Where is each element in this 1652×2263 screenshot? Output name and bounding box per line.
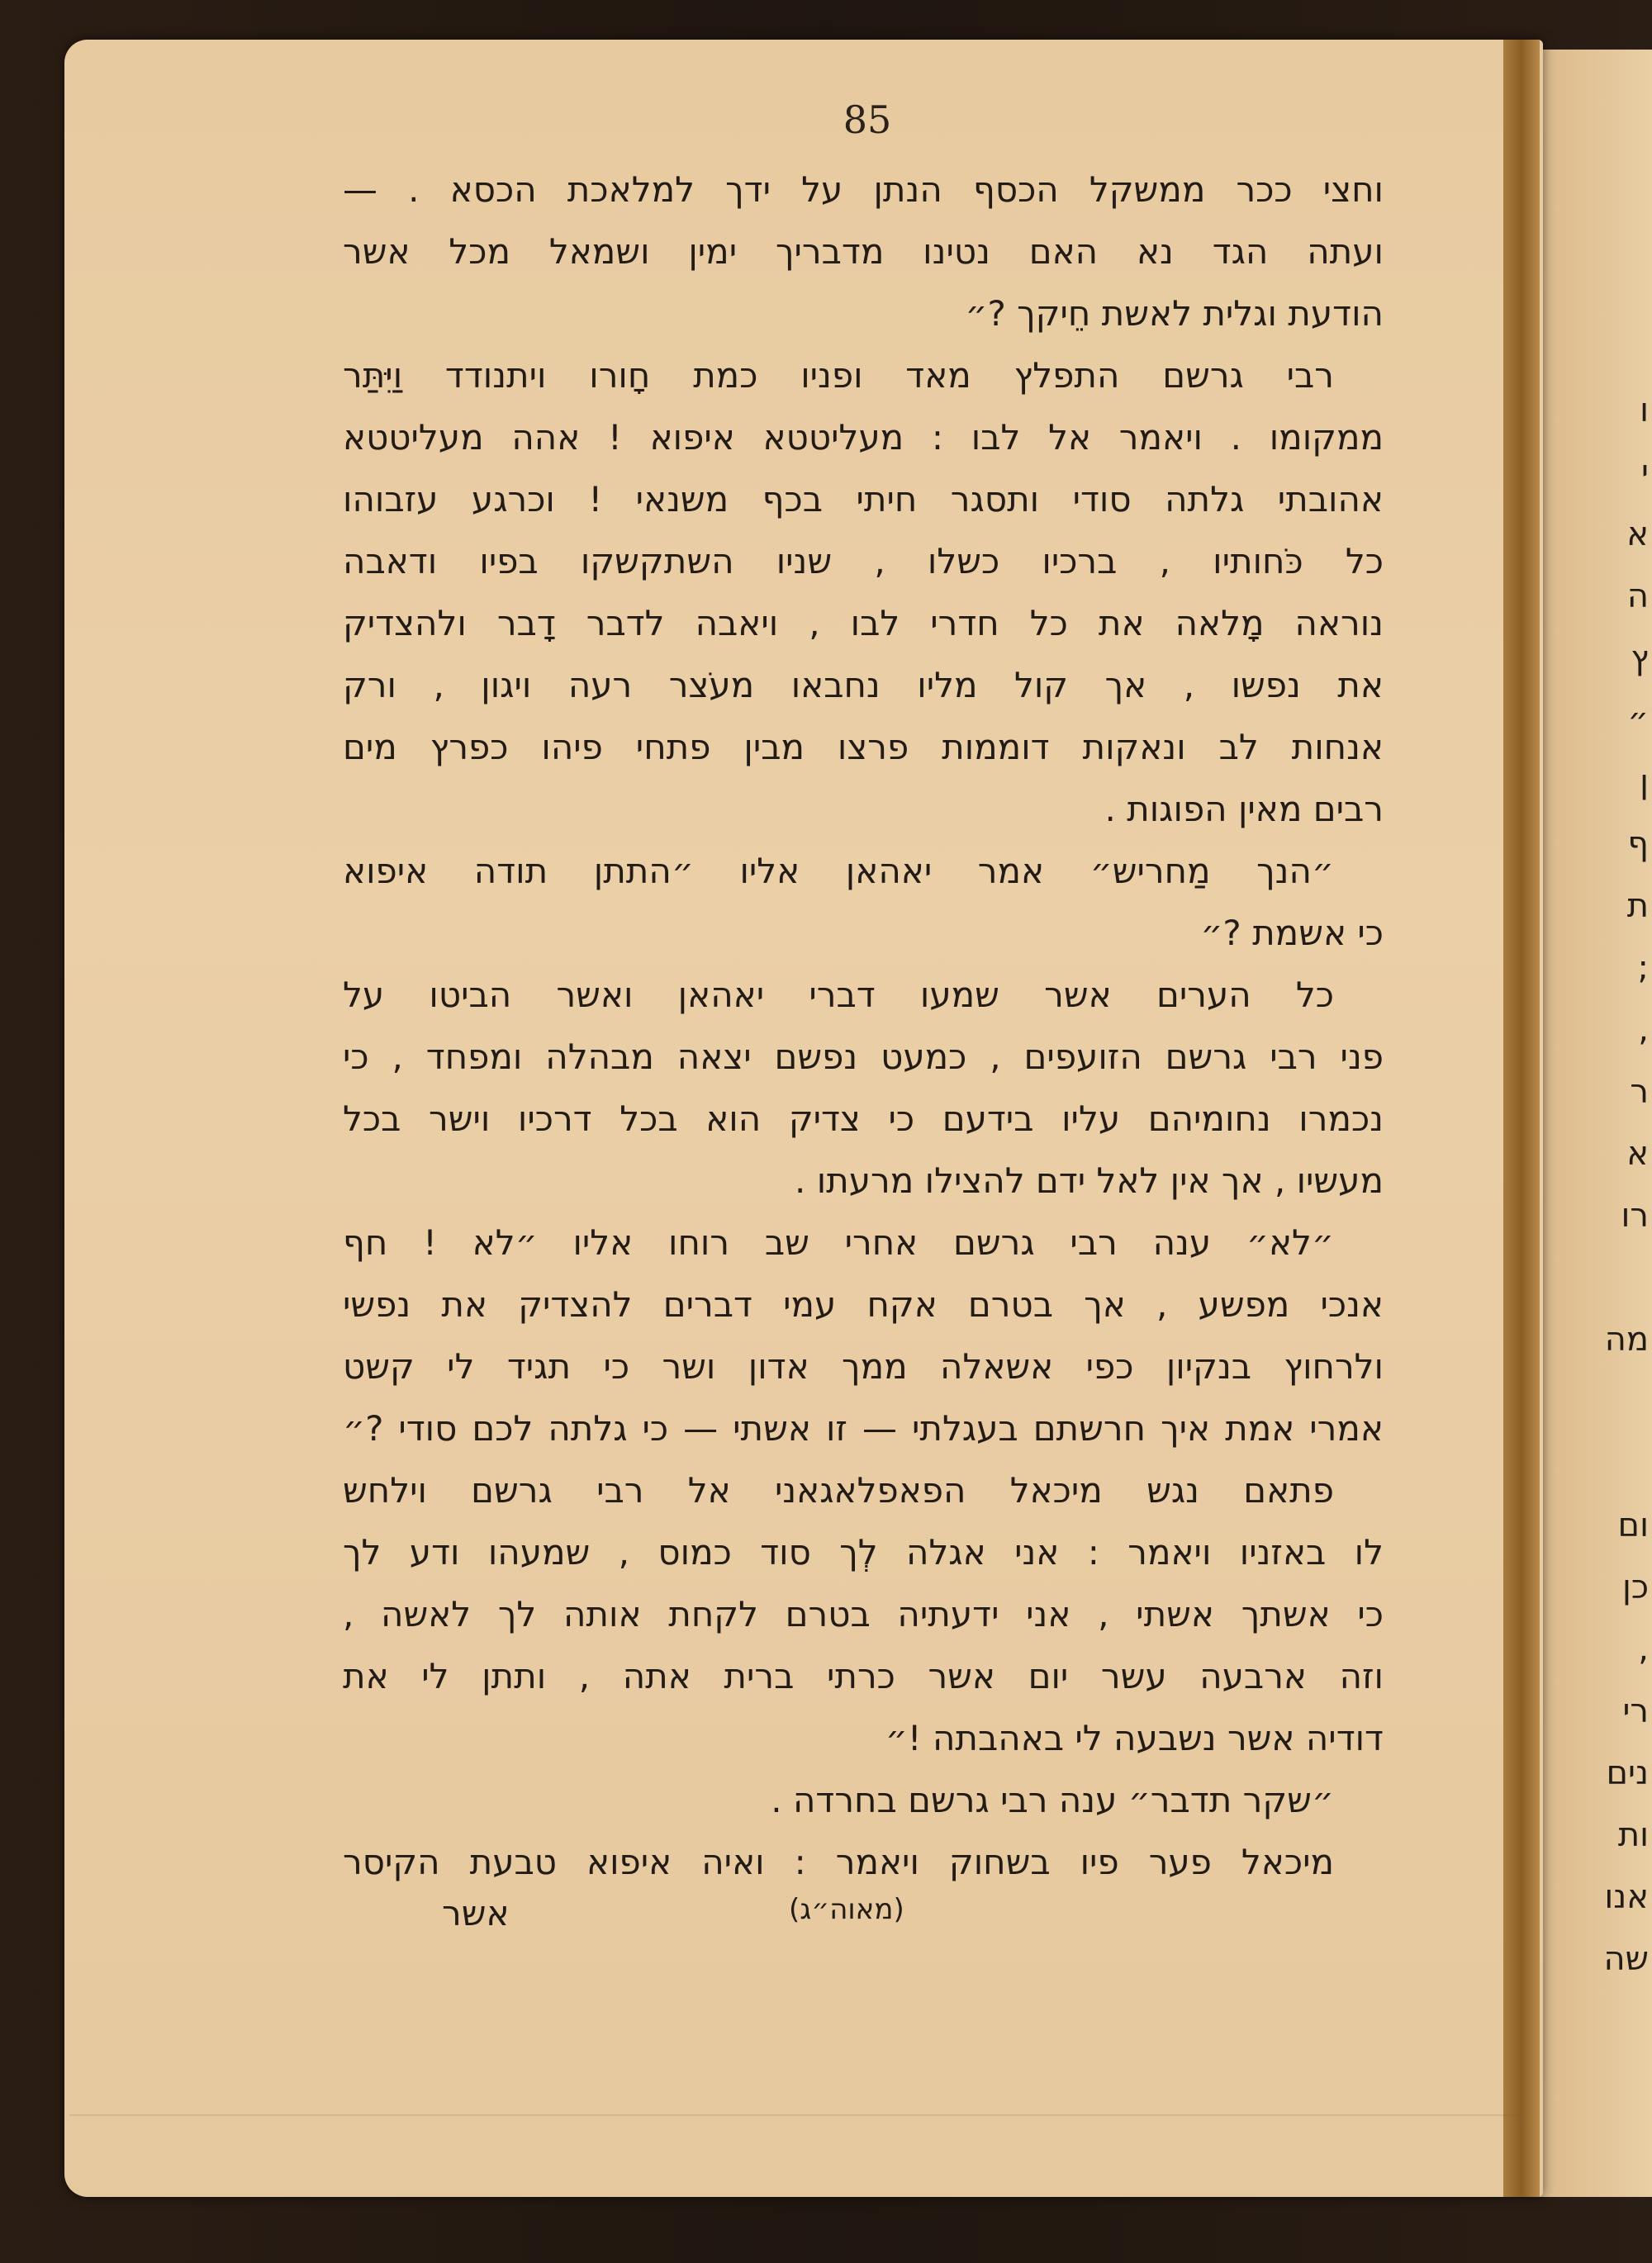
text-line: נוראה מָלאה את כל חדרי לבו , ויאבה לדבר דָבר ולהצדיק	[343, 603, 1384, 643]
facing-fragment: ,	[1638, 1011, 1649, 1049]
page-edge	[69, 2114, 1523, 2174]
facing-fragment: רי	[1622, 1692, 1649, 1730]
text-line: וחצי ככר ממשקל הכסף הנתן על ידך למלאכת הכסא . —	[343, 169, 1384, 210]
text-line: ועתה הגד נא האם נטינו מדבריך ימין ושמאל מכל אשר	[343, 231, 1384, 272]
text-line: אנכי מפשע , אך בטרם אקח עמי דברים להצדיק את נפשי	[343, 1284, 1384, 1325]
text-line: את נפשו , אך קול מליו נחבאו מעֹצר רעה ויגון , ורק	[343, 665, 1384, 705]
signature-mark: (מאוה״ג)	[789, 1893, 904, 1926]
facing-fragment: ר	[1630, 1073, 1649, 1111]
text-line: רבים מאין הפוגות .	[1104, 789, 1384, 829]
facing-fragment: ות	[1617, 1816, 1649, 1854]
text-line: כל הערים אשר שמעו דברי יאהאן ואשר הביטו על	[343, 975, 1334, 1015]
facing-fragment: ו	[1640, 391, 1649, 429]
facing-fragment: ף	[1627, 825, 1649, 863]
catchword: אשר	[442, 1893, 510, 1933]
facing-fragment: א	[1626, 515, 1649, 553]
text-line: כי אשתך אשתי , אני ידעתיה בטרם לקחת אותה לך לאשה ,	[343, 1594, 1384, 1634]
text-line: רבי גרשם התפלץ מאד ופניו כמת חָורו ויתנודד וַיִּתַּר	[343, 355, 1334, 396]
text-line: נכמרו נחומיהם עליו בידעם כי צדיק הוא בכל דרכיו וישר בכל	[343, 1098, 1384, 1139]
page-number: 85	[843, 97, 892, 142]
body-text	[343, 159, 1384, 1976]
text-line: מיכאל פער פיו בשחוק ויאמר : ואיה איפוא טבעת הקיסר	[343, 1842, 1334, 1882]
text-line: ״שקר תדבר״ ענה רבי גרשם בחרדה .	[771, 1780, 1334, 1820]
facing-fragment: א	[1626, 1135, 1649, 1173]
facing-fragment: ״	[1627, 701, 1649, 739]
text-line: אהובתי גלתה סודי ותסגר חיתי בכף משנאי ! וכרגע עזבוהו	[343, 479, 1384, 519]
facing-fragment: ,	[1638, 1630, 1649, 1668]
text-line: פתאם נגש מיכאל הפאפלאגאני אל רבי גרשם וילחש	[343, 1470, 1334, 1511]
facing-page-text	[1553, 380, 1652, 1990]
facing-fragment: נים	[1606, 1754, 1649, 1792]
book-gutter	[1503, 40, 1540, 2197]
text-line: אמרי אמת איך חרשתם בעגלתי — זו אשתי — כי גלתה לכם סודי ?״	[343, 1408, 1384, 1449]
facing-fragment: ;	[1637, 949, 1649, 987]
facing-fragment: ום	[1617, 1506, 1649, 1544]
facing-fragment: מה	[1604, 1321, 1649, 1359]
facing-fragment: שה	[1603, 1940, 1649, 1978]
text-line: ״לא״ ענה רבי גרשם אחרי שב רוחו אליו ״לא ! חף	[343, 1222, 1334, 1263]
text-line: פני רבי גרשם הזועפים , כמעט נפשם יצאה מבהלה ומפחד , כי	[343, 1037, 1384, 1077]
text-line: ולרחוץ בנקיון כפי אשאלה ממך אדון ושר כי תגיד לי קשט	[343, 1346, 1384, 1387]
text-line: כל כֹּחותיו , ברכיו כשלו , שניו השתקשקו בפיו ודאבה	[343, 541, 1384, 581]
text-line: וזה ארבעה עשר יום אשר כרתי ברית אתה , ותתן לי את	[343, 1656, 1384, 1696]
facing-fragment: ץ	[1631, 639, 1649, 677]
facing-fragment: רו	[1621, 1197, 1649, 1235]
page-footer	[343, 1893, 1384, 1943]
facing-fragment: אנו	[1604, 1878, 1649, 1916]
facing-fragment	[1553, 1433, 1652, 1495]
facing-fragment: ה	[1626, 577, 1649, 615]
text-line: ממקומו . ויאמר אל לבו : מעליטטא איפוא ! אהה מעליטטא	[343, 417, 1384, 458]
facing-fragment: ן	[1640, 763, 1649, 801]
facing-fragment: י	[1641, 453, 1649, 491]
text-line: דודיה אשר נשבעה לי באהבתה !״	[885, 1718, 1384, 1758]
text-line: ״הנך מַחריש״ אמר יאהאן אליו ״התתן תודה איפוא	[343, 851, 1334, 891]
text-line: אנחות לב ונאקות דוממות פרצו מבין פתחי פיהו כפרץ מים	[343, 727, 1384, 767]
facing-fragment	[1553, 1371, 1652, 1433]
text-line: כי אשמת ?״	[1200, 913, 1384, 953]
text-line: לו באזניו ויאמר : אני אגלה לְך סוד כמוס , שמעהו ודע לך	[343, 1532, 1384, 1573]
text-line: מעשיו , אך אין לאל ידם להצילו מרעתו .	[795, 1160, 1384, 1201]
facing-fragment	[1553, 1247, 1652, 1309]
text-line: הודעת וגלית לאשת חֵיקך ?״	[965, 293, 1384, 334]
facing-fragment: ת	[1626, 887, 1649, 925]
facing-fragment: כן	[1621, 1568, 1649, 1606]
